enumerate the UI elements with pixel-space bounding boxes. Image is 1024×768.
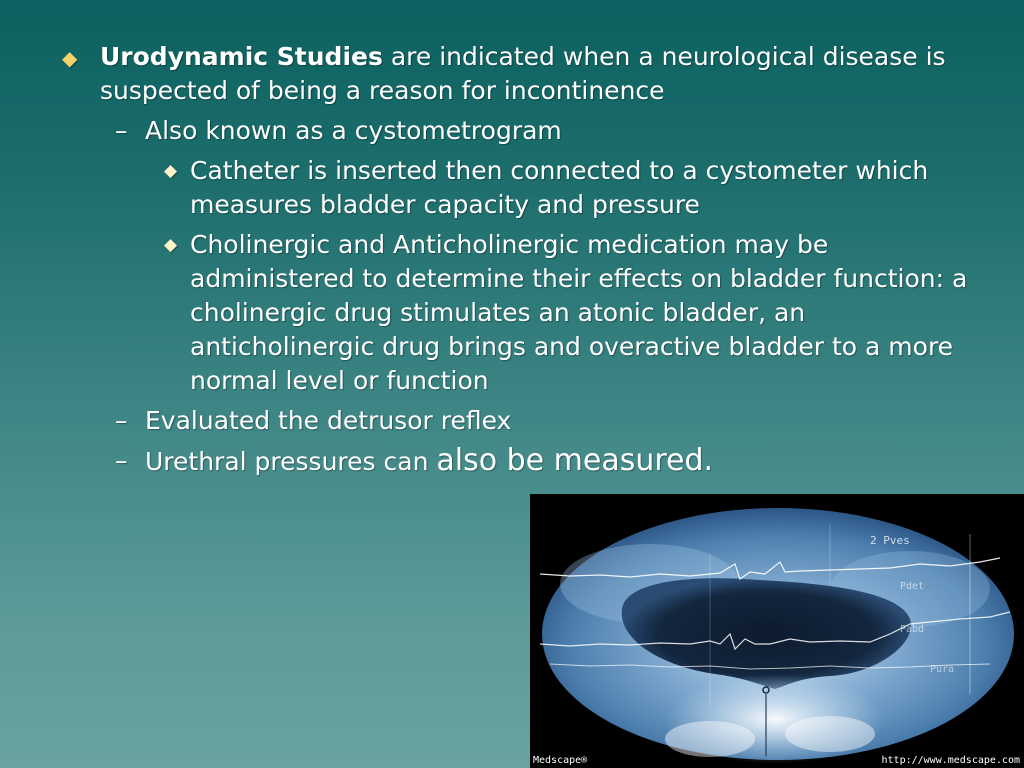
trace-label-pura: Pura — [930, 664, 955, 675]
trace-label-pabd: Pabd — [900, 624, 925, 635]
diamond-bullet-icon: ◆ — [164, 235, 178, 255]
sub-bullet-cystometrogram — [60, 114, 980, 148]
diamond-bullet-icon: ◆ — [62, 46, 78, 70]
sub-bullet-text: Urethral pressures can — [145, 447, 437, 476]
sub-point-medication — [60, 228, 980, 398]
main-bullet-bold: Urodynamic Studies — [100, 42, 383, 71]
image-credit-url: http://www.medscape.com — [881, 755, 1020, 766]
sub-bullet-detrusor — [60, 404, 980, 438]
main-bullet-text: are indicated when a neurological disease is suspected of being a reason for incontinence — [100, 42, 946, 105]
cystometrogram-xray-image — [530, 494, 1024, 768]
main-bullet — [60, 40, 980, 108]
sub-bullet-text: Also known as a cystometrogram — [145, 116, 562, 145]
trace-label-pves: 2 Pves — [870, 534, 910, 547]
dash-bullet: – — [115, 406, 128, 435]
slide-content — [60, 40, 980, 485]
sub-point-text: Cholinergic and Anticholinergic medication may be administered to determine their effects on bladder function: a cholinergic drug stimulates an atonic bladder, an anticholinergic drug brings and overactive bladder to a more normal level or function — [190, 230, 968, 395]
sub-bullet-urethral — [60, 444, 980, 479]
sub-bullet-large-text: also be measured. — [436, 443, 714, 478]
dash-bullet: – — [115, 116, 128, 145]
sub-bullet-text: Evaluated the detrusor reflex — [145, 406, 512, 435]
xray-illustration — [530, 494, 1024, 768]
dash-bullet: – — [115, 446, 128, 475]
image-credit-medscape: Medscape® — [533, 755, 588, 766]
diamond-bullet-icon: ◆ — [164, 161, 178, 181]
trace-label-pdet: Pdet — [900, 581, 925, 592]
sub-point-text: Catheter is inserted then connected to a cystometer which measures bladder capacity and pressure — [190, 156, 929, 219]
sub-point-catheter — [60, 154, 980, 222]
